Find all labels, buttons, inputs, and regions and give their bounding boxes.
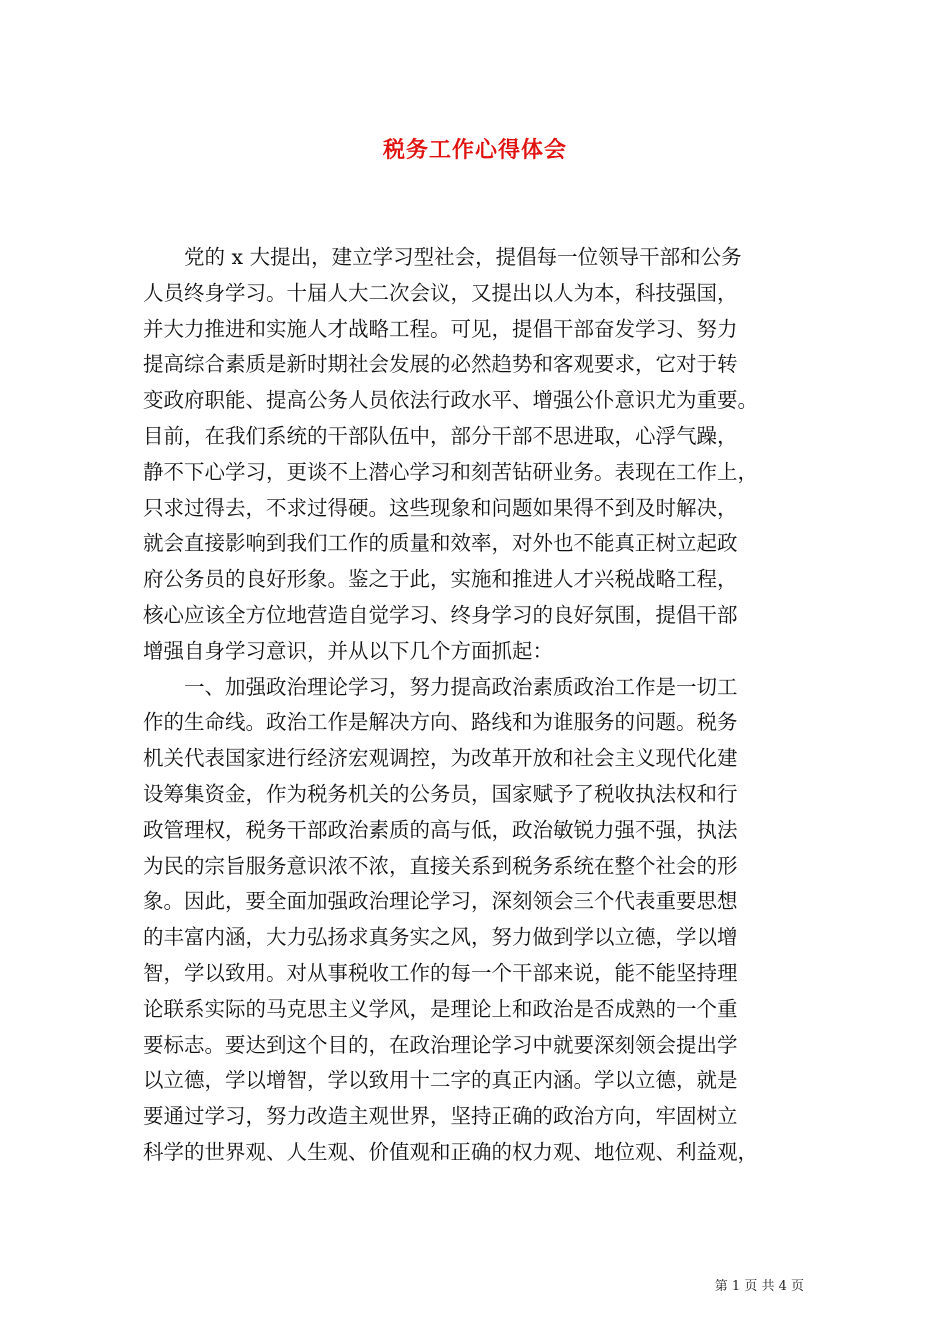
text-line: 府公务员的良好形象。鉴之于此，实施和推进人才兴税战略工程， xyxy=(143,567,738,592)
text-line: 政管理权，税务干部政治素质的高与低，政治敏锐力强不强，执法 xyxy=(143,817,738,842)
text-line: 党的 x 大提出，建立学习型社会，提倡每一位领导干部和公务 xyxy=(143,245,742,269)
document-body xyxy=(143,240,813,1171)
document-title: 税务工作心得体会 xyxy=(382,137,567,163)
text-line: 增强自身学习意识，并从以下几个方面抓起： xyxy=(143,638,553,663)
text-line: 以立德，学以增智，学以致用十二字的真正内涵。学以立德，就是 xyxy=(143,1068,738,1093)
text-line: 只求过得去，不求过得硬。这些现象和问题如果得不到及时解决， xyxy=(143,495,738,520)
text-line: 智，学以致用。对从事税收工作的每一个干部来说，能不能坚持理 xyxy=(143,960,738,985)
text-line: 为民的宗旨服务意识浓不浓，直接关系到税务系统在整个社会的形 xyxy=(143,853,738,878)
text-line: 象。因此，要全面加强政治理论学习，深刻领会三个代表重要思想 xyxy=(143,889,738,914)
text-line: 目前，在我们系统的干部队伍中，部分干部不思进取，心浮气躁， xyxy=(143,423,738,448)
text-line: 设筹集资金，作为税务机关的公务员，国家赋予了税收执法权和行 xyxy=(143,781,738,806)
text-line: 的丰富内涵，大力弘扬求真务实之风，努力做到学以立德，学以增 xyxy=(143,925,738,950)
text-line: 科学的世界观、人生观、价值观和正确的权力观、地位观、利益观， xyxy=(143,1139,758,1164)
text-line: 并大力推进和实施人才战略工程。可见，提倡干部奋发学习、努力 xyxy=(143,316,738,341)
text-line: 人员终身学习。十届人大二次会议，又提出以人为本，科技强国， xyxy=(143,280,738,305)
text-line: 机关代表国家进行经济宏观调控，为改革开放和社会主义现代化建 xyxy=(143,746,738,771)
text-line: 一、加强政治理论学习，努力提高政治素质政治工作是一切工 xyxy=(143,674,738,699)
text-line: 静不下心学习，更谈不上潜心学习和刻苦钻研业务。表现在工作上， xyxy=(143,459,758,484)
text-line: 提高综合素质是新时期社会发展的必然趋势和客观要求，它对于转 xyxy=(143,352,738,377)
text-line: 作的生命线。政治工作是解决方向、路线和为谁服务的问题。税务 xyxy=(143,710,738,735)
text-line: 要通过学习，努力改造主观世界，坚持正确的政治方向，牢固树立 xyxy=(143,1104,738,1129)
text-line: 变政府职能、提高公务人员依法行政水平、增强公仆意识尤为重要。 xyxy=(143,388,758,413)
text-line: 就会直接影响到我们工作的质量和效率，对外也不能真正树立起政 xyxy=(143,531,738,556)
text-line: 要标志。要达到这个目的，在政治理论学习中就要深刻领会提出学 xyxy=(143,1032,738,1057)
text-line: 论联系实际的马克思主义学风，是理论上和政治是否成熟的一个重 xyxy=(143,996,738,1021)
text-line: 核心应该全方位地营造自觉学习、终身学习的良好氛围，提倡干部 xyxy=(143,602,738,627)
page-footer: 第 1 页 共 4 页 xyxy=(714,1279,804,1294)
